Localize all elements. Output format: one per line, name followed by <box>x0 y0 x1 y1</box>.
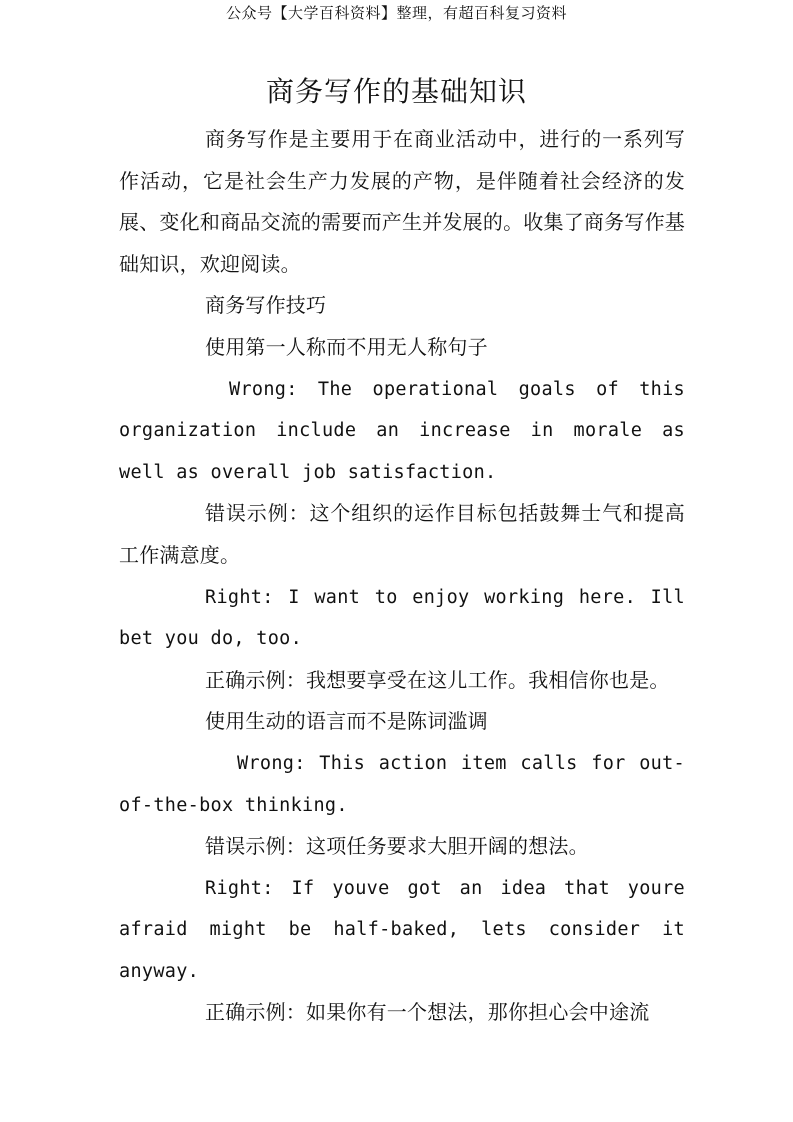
right-example-english-2: Right: If youve got an idea that youre afraid might be half-baked, lets consider it anyway. <box>119 877 685 982</box>
wrong-example-english-2: Wrong: This action item calls for out-of-the-box thinking. <box>119 752 685 816</box>
right-example-english: Right: I want to enjoy working here. Ill bet you do, too. <box>119 586 685 650</box>
right-example-chinese-2: 正确示例：如果你有一个想法，那你担心会中途流 <box>205 1000 650 1025</box>
tip-heading-first-person: 使用第一人称而不用无人称句子 <box>205 334 488 359</box>
intro-paragraph: 商务写作是主要用于在商业活动中，进行的一系列写作活动，它是社会生产力发展的产物，是伴随着社会经济的发展、变化和商品交流的需要而产生并发展的。收集了商务写作基础知识，欢迎阅读。 <box>119 127 685 276</box>
section-heading-tips: 商务写作技巧 <box>205 293 327 318</box>
tip-heading-vivid-language: 使用生动的语言而不是陈词滥调 <box>205 709 488 734</box>
wrong-example-chinese: 错误示例：这个组织的运作目标包括鼓舞士气和提高工作满意度。 <box>119 501 685 567</box>
document-body <box>119 119 685 1034</box>
wrong-example-chinese-2: 错误示例：这项任务要求大胆开阔的想法。 <box>205 834 589 859</box>
page-header: 公众号【大学百科资料】整理，有超百科复习资料 <box>225 4 567 22</box>
document-title: 商务写作的基础知识 <box>265 75 527 108</box>
wrong-example-english: Wrong: The operational goals of this organization include an increase in morale as well as overall job satisfaction. <box>119 378 685 483</box>
right-example-chinese: 正确示例：我想要享受在这儿工作。我相信你也是。 <box>205 667 670 692</box>
